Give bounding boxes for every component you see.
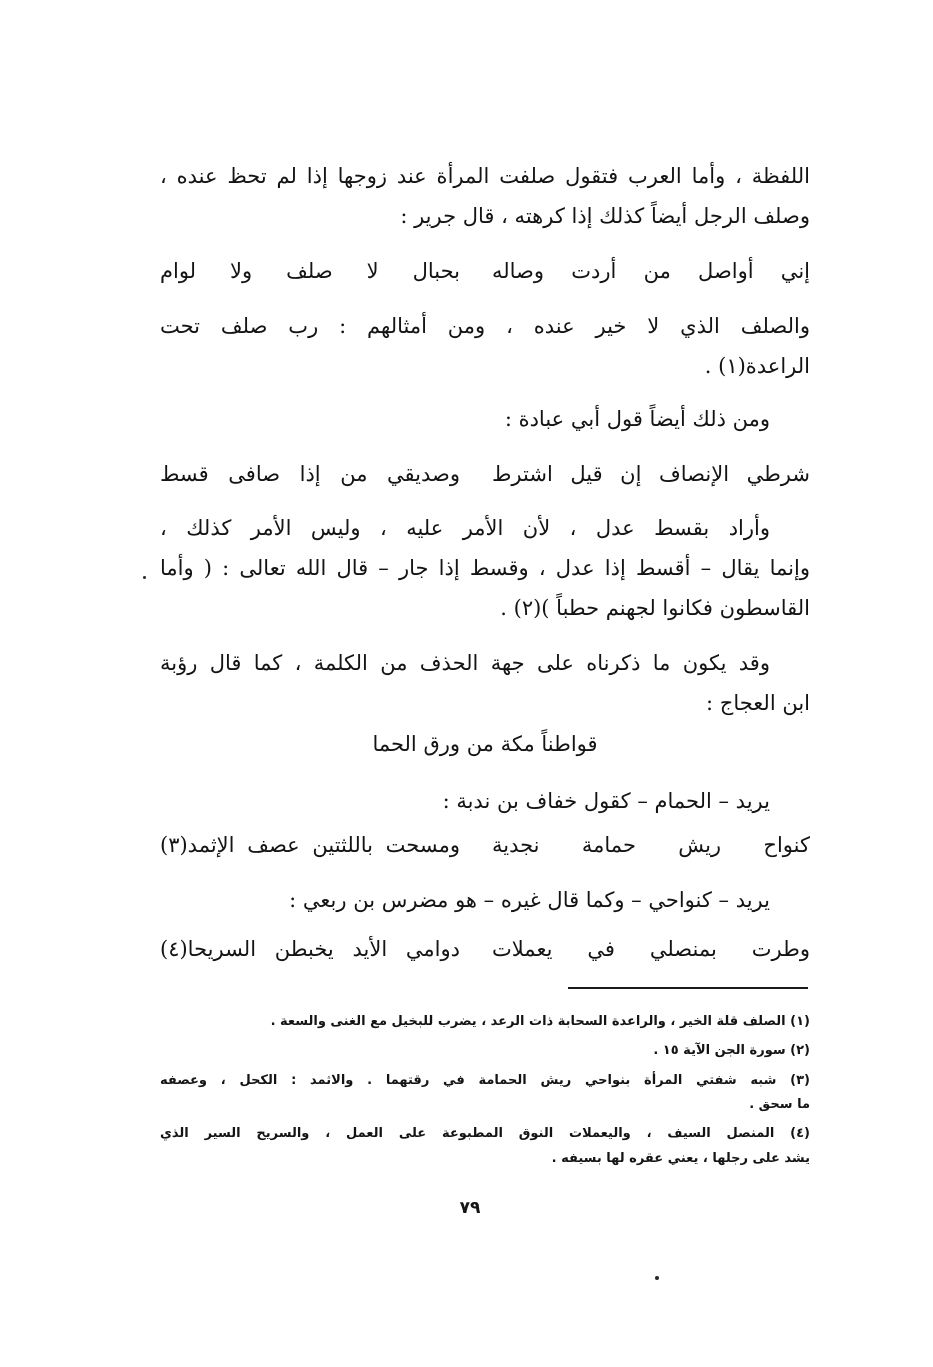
indented-text: ومن ذلك أيضاً قول أبي عبادة :	[504, 407, 770, 431]
footnote-line: (١) الصلف قلة الخير ، والراعدة السحابة ذات الرعد ، يضرب للبخيل مع الغنى والسعة .	[270, 1014, 810, 1029]
body-text-line	[160, 647, 810, 679]
scan-speck	[143, 576, 146, 579]
indented-text: يريد – الحمام – كقول خفاف بن ندبة :	[442, 789, 770, 813]
verse-second-hemistich: ومسحت باللثتين عصف الإثمد(٣)	[160, 833, 460, 857]
footnote-separator	[568, 987, 808, 989]
indented-text: وقد يكون ما ذكرناه على جهة الحذف من الكلمة ، كما قال رؤبة	[160, 651, 770, 675]
poem-verse	[160, 932, 810, 966]
footnote-line: (٢) سورة الجن الآية ١٥ .	[653, 1043, 810, 1058]
indented-text: وأراد بقسط عدل ، لأن الأمر عليه ، وليس الأمر كذلك ،	[160, 516, 770, 540]
footnote-line: ما سحق .	[749, 1097, 810, 1112]
verse-second-hemistich: دوامي الأيد يخبطن السريحا(٤)	[160, 937, 460, 961]
indented-text: يريد – كنواحي – وكما قال غيره – هو مضرس بن ربعي :	[289, 888, 770, 912]
verse-first-hemistich: شرطي الإنصاف إن قيل اشترط	[492, 462, 810, 486]
body-text-line	[160, 884, 810, 916]
body-text-line: الراعدة(١) .	[704, 354, 810, 378]
body-text-line	[160, 403, 810, 435]
footnote-line: (٤) المنصل السيف ، واليعملات النوق المطبوعة على العمل ، والسريح السير الذي	[160, 1126, 810, 1141]
scan-speck	[655, 1276, 659, 1280]
poem-verse	[160, 457, 810, 491]
body-text-line	[160, 785, 810, 817]
body-text-line: ابن العجاج :	[706, 691, 810, 715]
footnote-line: يشد على رجلها ، يعني عقره لها بسيفه .	[551, 1151, 810, 1166]
body-text-line	[160, 512, 810, 544]
body-text-line: القاسطون فكانوا لجهنم حطباً )(٢) .	[500, 596, 810, 620]
verse-second-hemistich: بحبال لا صلف ولا لوام	[160, 259, 460, 283]
poem-verse: قواطناً مكة من ورق الحما	[372, 732, 598, 756]
verse-second-hemistich: وصديقي من إذا صافى قسط	[160, 462, 460, 486]
verse-first-hemistich: وطرت بمنصلي في يعملات	[492, 937, 810, 961]
poem-verse	[160, 828, 810, 862]
body-text-line: وإنما يقال – أقسط إذا عدل ، وقسط إذا جار – قال الله تعالى : ( وأما	[160, 556, 810, 580]
body-text-line: والصلف الذي لا خير عنده ، ومن أمثالهم : رب صلف تحت	[160, 314, 810, 338]
page-number: ٧٩	[459, 1198, 481, 1218]
body-text-line: اللفظة ، وأما العرب فتقول صلفت المرأة عند زوجها إذا لم تحظ عنده ،	[160, 164, 810, 188]
verse-first-hemistich: إني أواصل من أردت وصاله	[492, 259, 810, 283]
body-text-line: وصلف الرجل أيضاً كذلك إذا كرهته ، قال جرير :	[400, 204, 810, 228]
footnote-line: (٣) شبه شفتي المرأة بنواحي ريش الحمامة في رقتهما . والاثمد : الكحل ، وعصفه	[160, 1073, 810, 1088]
poem-verse	[160, 254, 810, 288]
verse-first-hemistich: كنواح ريش حمامة نجدية	[492, 833, 810, 857]
